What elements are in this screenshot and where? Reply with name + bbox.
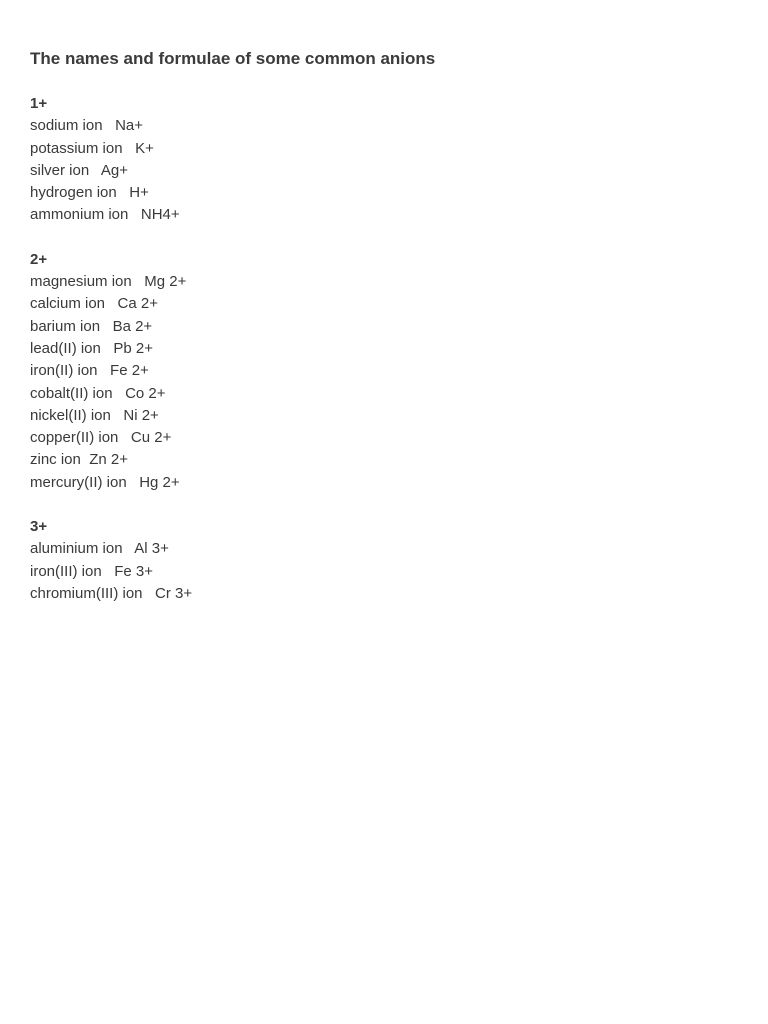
ion-name: silver ion [30, 161, 90, 179]
ion-formula: Mg 2+ [144, 273, 187, 291]
ion-separator [81, 451, 89, 468]
ion-name: chromium(III) ion [30, 584, 143, 602]
ion-separator [143, 585, 156, 602]
ion-formula: Ca 2+ [117, 295, 158, 313]
ion-formula: Fe 3+ [114, 562, 153, 580]
document-page [30, 46, 730, 605]
ion-formula: Cu 2+ [130, 429, 172, 447]
ion-formula: K+ [135, 139, 154, 157]
ion-formula: Cr 3+ [155, 584, 193, 602]
list-item [30, 405, 730, 427]
ion-formula: Co 2+ [125, 384, 166, 402]
group-heading: 3+ [30, 518, 48, 536]
ion-formula: Na+ [115, 117, 143, 135]
ion-name: cobalt(II) ion [30, 384, 113, 402]
list-item [30, 316, 730, 338]
ion-name: ammonium ion [30, 206, 129, 224]
list-item [30, 293, 730, 315]
ion-separator [101, 340, 114, 357]
ion-name: lead(II) ion [30, 339, 101, 357]
ion-group-2plus [30, 249, 730, 494]
ion-name: copper(II) ion [30, 429, 119, 447]
ion-separator [89, 162, 101, 179]
ion-group-1plus [30, 93, 730, 227]
ion-group-3plus [30, 516, 730, 605]
ion-separator [123, 540, 135, 557]
list-item [30, 383, 730, 405]
ion-formula: Al 3+ [134, 540, 169, 558]
list-item [30, 160, 730, 182]
list-item [30, 271, 730, 293]
ion-separator [117, 184, 130, 201]
ion-separator [111, 407, 124, 424]
ion-name: iron(II) ion [30, 362, 98, 380]
group-heading: 2+ [30, 250, 48, 268]
ion-name: sodium ion [30, 117, 103, 135]
list-item [30, 583, 730, 605]
ion-name: potassium ion [30, 139, 123, 157]
list-item [30, 338, 730, 360]
ion-formula: Fe 2+ [110, 362, 149, 380]
ion-formula: Ag+ [100, 161, 128, 179]
ion-separator [105, 295, 118, 312]
ion-name: hydrogen ion [30, 184, 117, 202]
ion-separator [123, 140, 136, 157]
ion-name: iron(III) ion [30, 562, 102, 580]
ion-separator [113, 385, 126, 402]
ion-formula: NH4+ [140, 206, 180, 224]
list-item [30, 449, 730, 471]
group-heading: 1+ [30, 95, 48, 112]
ion-list [30, 271, 730, 494]
list-item [30, 360, 730, 382]
ion-separator [127, 474, 140, 491]
list-item [30, 472, 730, 494]
list-item [30, 427, 730, 449]
ion-separator [132, 273, 145, 290]
ion-name: calcium ion [30, 295, 106, 313]
ion-name: mercury(II) ion [30, 473, 127, 491]
ion-name: zinc ion [30, 451, 81, 469]
ion-formula: Ni 2+ [123, 406, 159, 424]
ion-separator [102, 563, 115, 580]
ion-separator [118, 429, 131, 446]
page-title: The names and formulae of some common anions [30, 49, 436, 68]
ion-formula: Ba 2+ [112, 317, 153, 335]
list-item [30, 182, 730, 204]
list-item [30, 538, 730, 560]
list-item [30, 204, 730, 226]
ion-formula: Hg 2+ [139, 473, 180, 491]
ion-name: nickel(II) ion [30, 406, 111, 424]
ion-list [30, 538, 730, 605]
ion-formula: Zn 2+ [89, 451, 128, 469]
ion-separator [98, 362, 111, 379]
list-item [30, 561, 730, 583]
ion-separator [103, 117, 116, 134]
ion-name: barium ion [30, 317, 101, 335]
ion-separator [100, 318, 113, 335]
ion-formula: H+ [129, 184, 149, 202]
ion-separator [128, 206, 141, 223]
ion-name: magnesium ion [30, 273, 132, 291]
ion-formula: Pb 2+ [113, 339, 154, 357]
list-item [30, 138, 730, 160]
ion-name: aluminium ion [30, 540, 123, 558]
ion-list [30, 115, 730, 226]
list-item [30, 115, 730, 137]
